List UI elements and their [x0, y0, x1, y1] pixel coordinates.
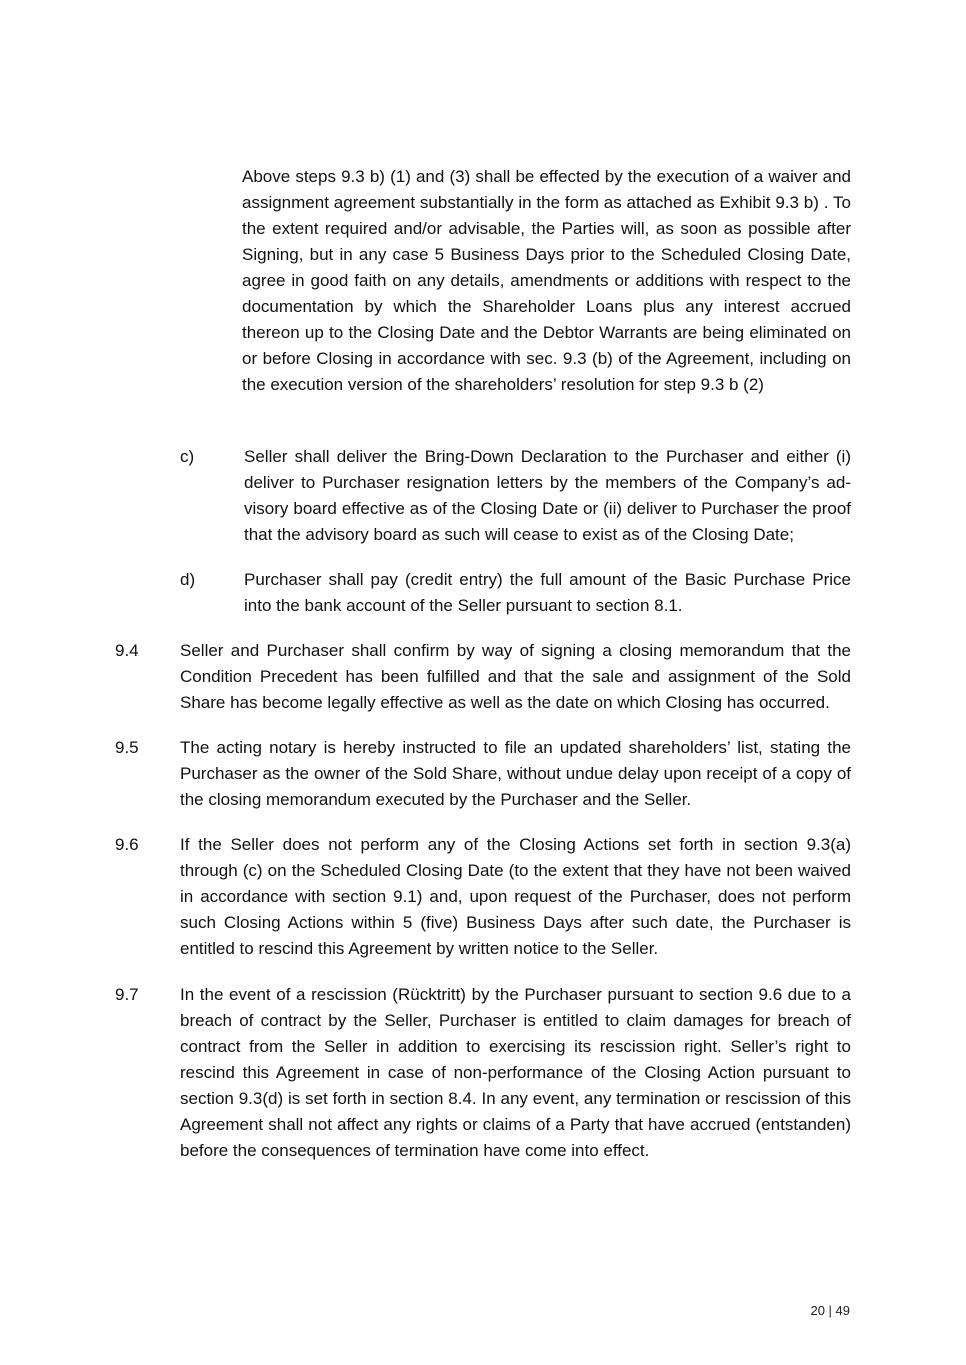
intro-paragraph: Above steps 9.3 b) (1) and (3) shall be effected by the execution of a waiver and assignment agreement substantially in the form as attached as Exhibit 9.3 b) . To the extent required and/or advisable, the Parties will, as soon as possible after Signing, but in any case 5 Business Days prior to the Scheduled Closing Date, agree in good faith on any details, amendments or additions with respect to the documentation by which the Shareholder Loans plus any interest accrued thereon up to the Closing Date and the Debtor Warrants are being eliminated on or before Closing in accordance with sec. 9.3 (b) of the Agreement, including on the execution version of the shareholders’ resolution for step 9.3 b (2)	[242, 167, 851, 394]
section-number: 9.4	[115, 641, 139, 660]
section-text: The acting notary is hereby instructed to file an updated shareholders’ list, stating the Purchaser as the owner of the Sold Share, without undue delay upon receipt of a copy of the closing memorandum executed by the Purchaser and the Seller.	[180, 738, 851, 809]
sub-item-text: Seller shall deliver the Bring-Down Declaration to the Purchaser and either (i) deliver to Purchaser resignation letters by the members of the Company’s advisory board effective as of the Closing Date or (ii) deliver to Purchaser the proof that the advisory board as such will cease to exist as of the Closing Date;	[244, 447, 851, 544]
section-text: Seller and Purchaser shall confirm by way of signing a closing memorandum that the Condition Precedent has been fulfilled and that the sale and assignment of the Sold Share has become legally effective as well as the date on which Closing has occurred.	[180, 641, 851, 712]
section-text: In the event of a rescission (Rücktritt) by the Purchaser pursuant to section 9.6 due to a breach of contract by the Seller, Purchaser is entitled to claim damages for breach of contract from the Seller in addition to exercising its rescission right. Seller’s right to rescind this Agreement in case of non-performance of the Closing Action pursuant to section 9.3(d) is set forth in section 8.4. In any event, any termination or rescission of this Agreement shall not affect any rights or claims of a Party that have accrued (entstanden) before the consequences of termination have come into effect.	[180, 985, 851, 1160]
section-number: 9.6	[115, 835, 139, 854]
sub-item-label: c)	[180, 447, 195, 466]
section-number: 9.7	[115, 985, 139, 1004]
page-number: 20 | 49	[810, 1303, 850, 1318]
section-text: If the Seller does not perform any of the Closing Actions set forth in section 9.3(a) through (c) on the Scheduled Closing Date (to the extent that they have not been waived in accordance with section 9.1) and, upon request of the Purchaser, does not perform such Closing Actions within 5 (five) Business Days after such date, the Purchaser is entitled to rescind this Agreement by written notice to the Seller.	[180, 835, 851, 958]
section-number: 9.5	[115, 738, 139, 757]
sub-item-text: Purchaser shall pay (credit entry) the full amount of the Basic Purchase Price into the bank account of the Seller pursuant to section 8.1.	[244, 570, 851, 615]
sub-item-label: d)	[180, 570, 196, 589]
